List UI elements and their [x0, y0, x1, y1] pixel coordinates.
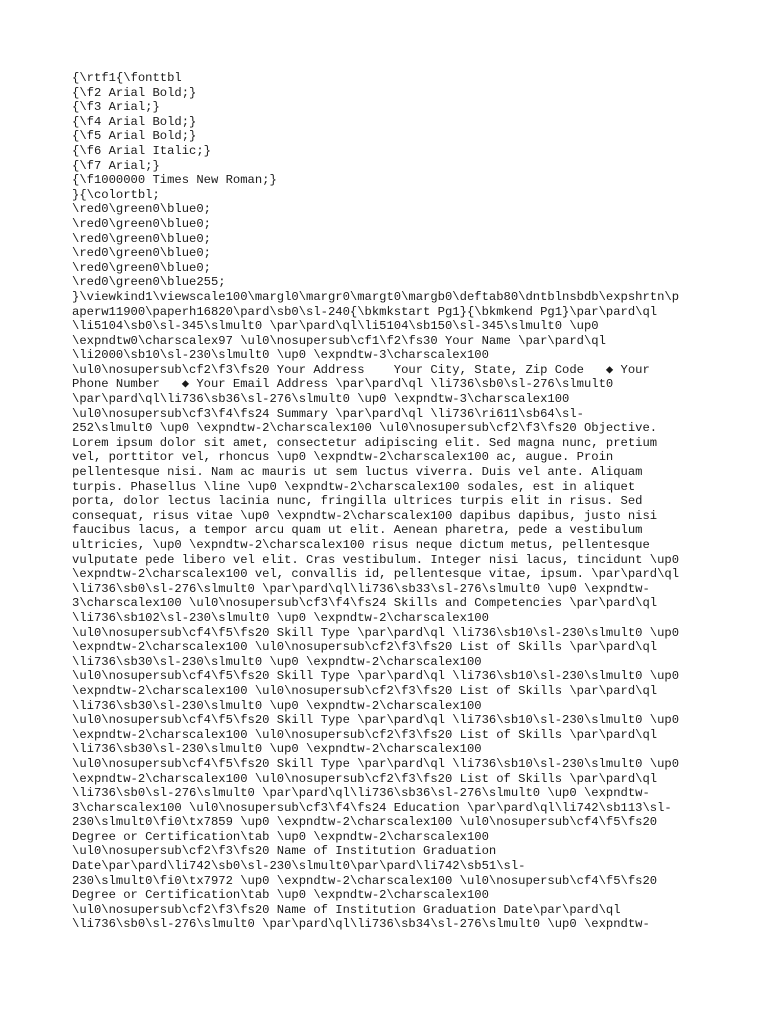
text-line: {\f5 Arial Bold;}: [72, 129, 197, 144]
text-line: \expndtw-2\charscalex100 \ul0\nosupersub\cf2\f3\fs20 List of Skills \par\pard\ql: [72, 640, 658, 655]
text-line: Lorem ipsum dolor sit amet, consectetur adipiscing elit. Sed magna nunc, pretium: [72, 435, 658, 450]
text-line: \li736\sb0\sl-276\slmult0 \par\pard\ql\li736\sb34\sl-276\slmult0 \up0 \expndtw-: [72, 917, 650, 932]
text-line: \li736\sb30\sl-230\slmult0 \up0 \expndtw-2\charscalex100: [72, 698, 482, 713]
text-line: \ul0\nosupersub\cf3\f4\fs24 Summary \par\pard\ql \li736\ri611\sb64\sl-: [72, 406, 584, 421]
text-line: \li736\sb102\sl-230\slmult0 \up0 \expndtw-2\charscalex100: [72, 610, 489, 625]
text-line: \red0\green0\blue255;: [72, 275, 226, 290]
text-line: vulputate pede libero vel elit. Cras vestibulum. Integer nisi lacus, tincidunt \up0: [72, 552, 680, 567]
text-line: \red0\green0\blue0;: [72, 260, 211, 275]
text-line: consequat, risus vitae \up0 \expndtw-2\charscalex100 dapibus dapibus, justo nisi: [72, 508, 658, 523]
text-line: \li736\sb0\sl-276\slmult0 \par\pard\ql\li736\sb33\sl-276\slmult0 \up0 \expndtw-: [72, 581, 650, 596]
text-line: \par\pard\ql\li736\sb36\sl-276\slmult0 \up0 \expndtw-3\charscalex100: [72, 392, 570, 407]
text-line: 230\slmult0\fi0\tx7972 \up0 \expndtw-2\charscalex100 \ul0\nosupersub\cf4\f5\fs20: [72, 873, 658, 888]
text-line: {\f3 Arial;}: [72, 100, 160, 115]
text-line: \ul0\nosupersub\cf2\f3\fs20 Your Address Your City, State, Zip Code ◆ Your: [72, 362, 650, 377]
text-line: Phone Number ◆ Your Email Address \par\pard\ql \li736\sb0\sl-276\slmult0: [72, 377, 614, 392]
text-line: aperw11900\paperh16820\pard\sb0\sl-240{\bkmkstart Pg1}{\bkmkend Pg1}\par\pard\ql: [72, 304, 658, 319]
text-line: porta, dolor lectus lacinia nunc, fringilla ultrices turpis elit in risus. Sed: [72, 494, 643, 509]
text-line: \expndtw-2\charscalex100 vel, convallis id, pellentesque vitae, ipsum. \par\pard\ql: [72, 567, 680, 582]
text-line: \red0\green0\blue0;: [72, 246, 211, 261]
text-line: {\f2 Arial Bold;}: [72, 85, 197, 100]
text-line: {\f4 Arial Bold;}: [72, 114, 197, 129]
text-line: {\f1000000 Times New Roman;}: [72, 173, 277, 188]
text-line: ultricies, \up0 \expndtw-2\charscalex100 risus neque dictum metus, pellentesque: [72, 538, 650, 552]
text-line: turpis. Phasellus \line \up0 \expndtw-2\charscalex100 sodales, est in aliquet: [72, 479, 636, 494]
text-line: \red0\green0\blue0;: [72, 216, 211, 231]
text-line: \ul0\nosupersub\cf2\f3\fs20 Name of Institution Graduation Date\par\pard\ql: [72, 902, 621, 917]
text-line: \ul0\nosupersub\cf4\f5\fs20 Skill Type \par\pard\ql \li736\sb10\sl-230\slmult0 \up0: [72, 669, 680, 684]
text-line: Degree or Certification\tab \up0 \expndtw-2\charscalex100: [72, 888, 489, 903]
text-line: {\f6 Arial Italic;}: [72, 143, 211, 158]
text-line: \ul0\nosupersub\cf2\f3\fs20 Name of Institution Graduation: [72, 844, 497, 859]
text-line: \red0\green0\blue0;: [72, 231, 211, 246]
text-line: 252\slmult0 \up0 \expndtw-2\charscalex100 \ul0\nosupersub\cf2\f3\fs20 Objective.: [72, 421, 658, 436]
rtf-source-text: [72, 71, 702, 932]
text-line: {\rtf1{\fonttbl: [72, 71, 182, 85]
text-line: }{\colortbl;: [72, 187, 160, 202]
text-line: 230\slmult0\fi0\tx7859 \up0 \expndtw-2\charscalex100 \ul0\nosupersub\cf4\f5\fs20: [72, 815, 658, 830]
text-line: {\f7 Arial;}: [72, 158, 160, 173]
text-line: }\viewkind1\viewscale100\margl0\margr0\margt0\margb0\deftab80\dntblnsbdb\expshrtn\p: [72, 289, 680, 304]
text-line: vel, porttitor vel, rhoncus \up0 \expndtw-2\charscalex100 ac, augue. Proin: [72, 450, 614, 465]
text-line: \ul0\nosupersub\cf4\f5\fs20 Skill Type \par\pard\ql \li736\sb10\sl-230\slmult0 \up0: [72, 756, 680, 771]
text-line: \li5104\sb0\sl-345\slmult0 \par\pard\ql\li5104\sb150\sl-345\slmult0 \up0: [72, 319, 599, 334]
text-line: \li736\sb30\sl-230\slmult0 \up0 \expndtw-2\charscalex100: [72, 654, 482, 669]
text-line: \li736\sb0\sl-276\slmult0 \par\pard\ql\li736\sb36\sl-276\slmult0 \up0 \expndtw-: [72, 786, 650, 801]
text-line: \red0\green0\blue0;: [72, 202, 211, 217]
text-line: Degree or Certification\tab \up0 \expndtw-2\charscalex100: [72, 829, 489, 844]
text-line: 3\charscalex100 \ul0\nosupersub\cf3\f4\fs24 Education \par\pard\ql\li742\sb113\sl-: [72, 800, 672, 815]
text-line: \li2000\sb10\sl-230\slmult0 \up0 \expndtw-3\charscalex100: [72, 348, 489, 363]
text-line: \ul0\nosupersub\cf4\f5\fs20 Skill Type \par\pard\ql \li736\sb10\sl-230\slmult0 \up0: [72, 625, 680, 640]
text-line: \expndtw-2\charscalex100 \ul0\nosupersub\cf2\f3\fs20 List of Skills \par\pard\ql: [72, 727, 658, 742]
text-line: \expndtw-2\charscalex100 \ul0\nosupersub\cf2\f3\fs20 List of Skills \par\pard\ql: [72, 771, 658, 786]
text-line: \ul0\nosupersub\cf4\f5\fs20 Skill Type \par\pard\ql \li736\sb10\sl-230\slmult0 \up0: [72, 713, 680, 728]
text-line: \expndtw-2\charscalex100 \ul0\nosupersub\cf2\f3\fs20 List of Skills \par\pard\ql: [72, 683, 658, 698]
text-line: 3\charscalex100 \ul0\nosupersub\cf3\f4\fs24 Skills and Competencies \par\pard\ql: [72, 596, 658, 611]
text-line: \li736\sb30\sl-230\slmult0 \up0 \expndtw-2\charscalex100: [72, 742, 482, 757]
text-line: faucibus lacus, a tempor arcu quam ut elit. Aenean pharetra, pede a vestibulum: [72, 523, 643, 538]
text-line: pellentesque nisi. Nam ac mauris ut sem luctus viverra. Duis vel ante. Aliquam: [72, 465, 643, 480]
text-line: \expndtw0\charscalex97 \ul0\nosupersub\cf1\f2\fs30 Your Name \par\pard\ql: [72, 333, 606, 348]
text-line: Date\par\pard\li742\sb0\sl-230\slmult0\par\pard\li742\sb51\sl-: [72, 859, 526, 874]
